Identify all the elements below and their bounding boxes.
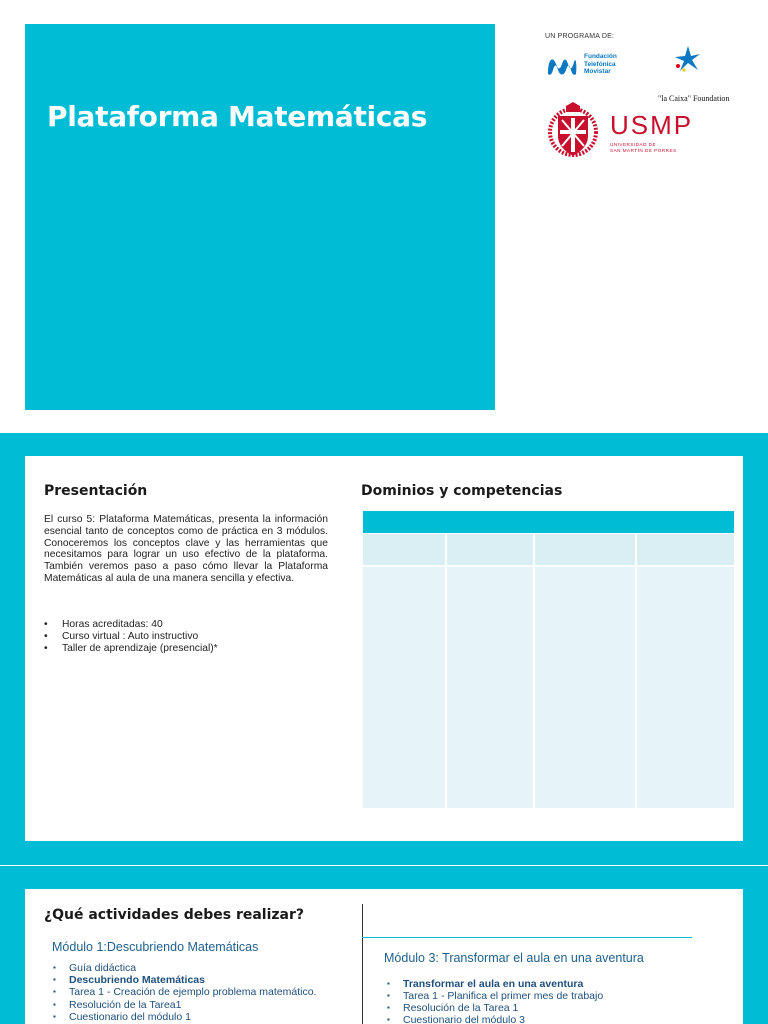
table-cell <box>447 534 533 565</box>
la-caixa-star-icon <box>672 44 704 74</box>
dominios-table-row <box>363 534 734 565</box>
list-item: • Curso virtual : Auto instructivo <box>44 631 328 643</box>
presentacion-body: El curso 5: Plataforma Matemáticas, presenta la información esencial tanto de conceptos como de práctica en 3 módulos. Conoceremos los conceptos clave y las herramientas que necesitamos para lograr un uso efectivo de la plataforma. También veremos paso a paso cómo llevar la Plataforma Matemáticas al aula de una manera sencilla y efectiva. <box>44 514 328 584</box>
list-item: ▪ Tarea 1 - Creación de ejemplo problema matemático. <box>53 986 316 998</box>
dominios-table-header <box>363 511 734 533</box>
movistar-m-icon <box>546 52 578 78</box>
column-divider <box>362 904 363 1024</box>
dominios-heading: Dominios y competencias <box>361 483 563 499</box>
list-item: ▪ Transformar el aula en una aventura <box>387 978 603 990</box>
actividades-heading: ¿Qué actividades debes realizar? <box>44 907 305 923</box>
cover-title: Plataforma Matemáticas <box>47 100 428 133</box>
cover-panel <box>25 24 495 410</box>
sponsor-logos <box>540 24 740 164</box>
modulo1-list <box>53 962 316 1023</box>
table-cell <box>637 534 734 565</box>
list-item: ▪ Cuestionario del módulo 3 <box>387 1014 603 1024</box>
la-caixa-logo <box>650 44 735 103</box>
heading-rule <box>362 937 692 938</box>
table-cell <box>535 567 635 808</box>
dominios-table <box>363 511 734 808</box>
modulo3-list <box>387 978 603 1024</box>
usmp-subtitle: UNIVERSIDAD DE SAN MARTÍN DE PORRES <box>610 142 677 153</box>
presentacion-list <box>44 619 328 655</box>
list-item: ▪ Resolución de la Tarea 1 <box>387 1002 603 1014</box>
table-cell <box>363 567 445 808</box>
table-cell <box>535 534 635 565</box>
dominios-table-row <box>363 567 734 808</box>
list-item: • Horas acreditadas: 40 <box>44 619 328 631</box>
table-cell <box>447 567 533 808</box>
usmp-shield-icon <box>548 102 598 158</box>
page-actividades-content <box>25 889 743 1024</box>
fundacion-telefonica-text: Fundación Telefónica Movistar <box>584 53 617 75</box>
presentacion-heading: Presentación <box>44 483 148 499</box>
list-item: • Taller de aprendizaje (presencial)* <box>44 643 328 655</box>
la-caixa-text: "la Caixa" Foundation <box>658 94 730 103</box>
program-label: UN PROGRAMA DE: <box>545 33 615 40</box>
page-presentacion-content <box>25 456 743 841</box>
table-cell <box>637 567 734 808</box>
modulo3-title: Módulo 3: Transformar el aula en una aventura <box>384 951 644 965</box>
list-item: ▪ Resolución de la Tarea1 <box>53 999 316 1011</box>
page-actividades <box>0 866 768 1024</box>
fundacion-telefonica-logo <box>546 52 626 82</box>
modulo1-title: Módulo 1:Descubriendo Matemáticas <box>52 940 259 954</box>
page-presentacion <box>0 433 768 865</box>
usmp-name: USMP <box>610 110 694 140</box>
list-item: ▪ Descubriendo Matemáticas <box>53 974 316 986</box>
list-item: ▪ Cuestionario del módulo 1 <box>53 1011 316 1023</box>
list-item: ▪ Tarea 1 - Planifica el primer mes de trabajo <box>387 990 603 1002</box>
table-cell <box>363 534 445 565</box>
list-item: ▪ Guía didáctica <box>53 962 316 974</box>
